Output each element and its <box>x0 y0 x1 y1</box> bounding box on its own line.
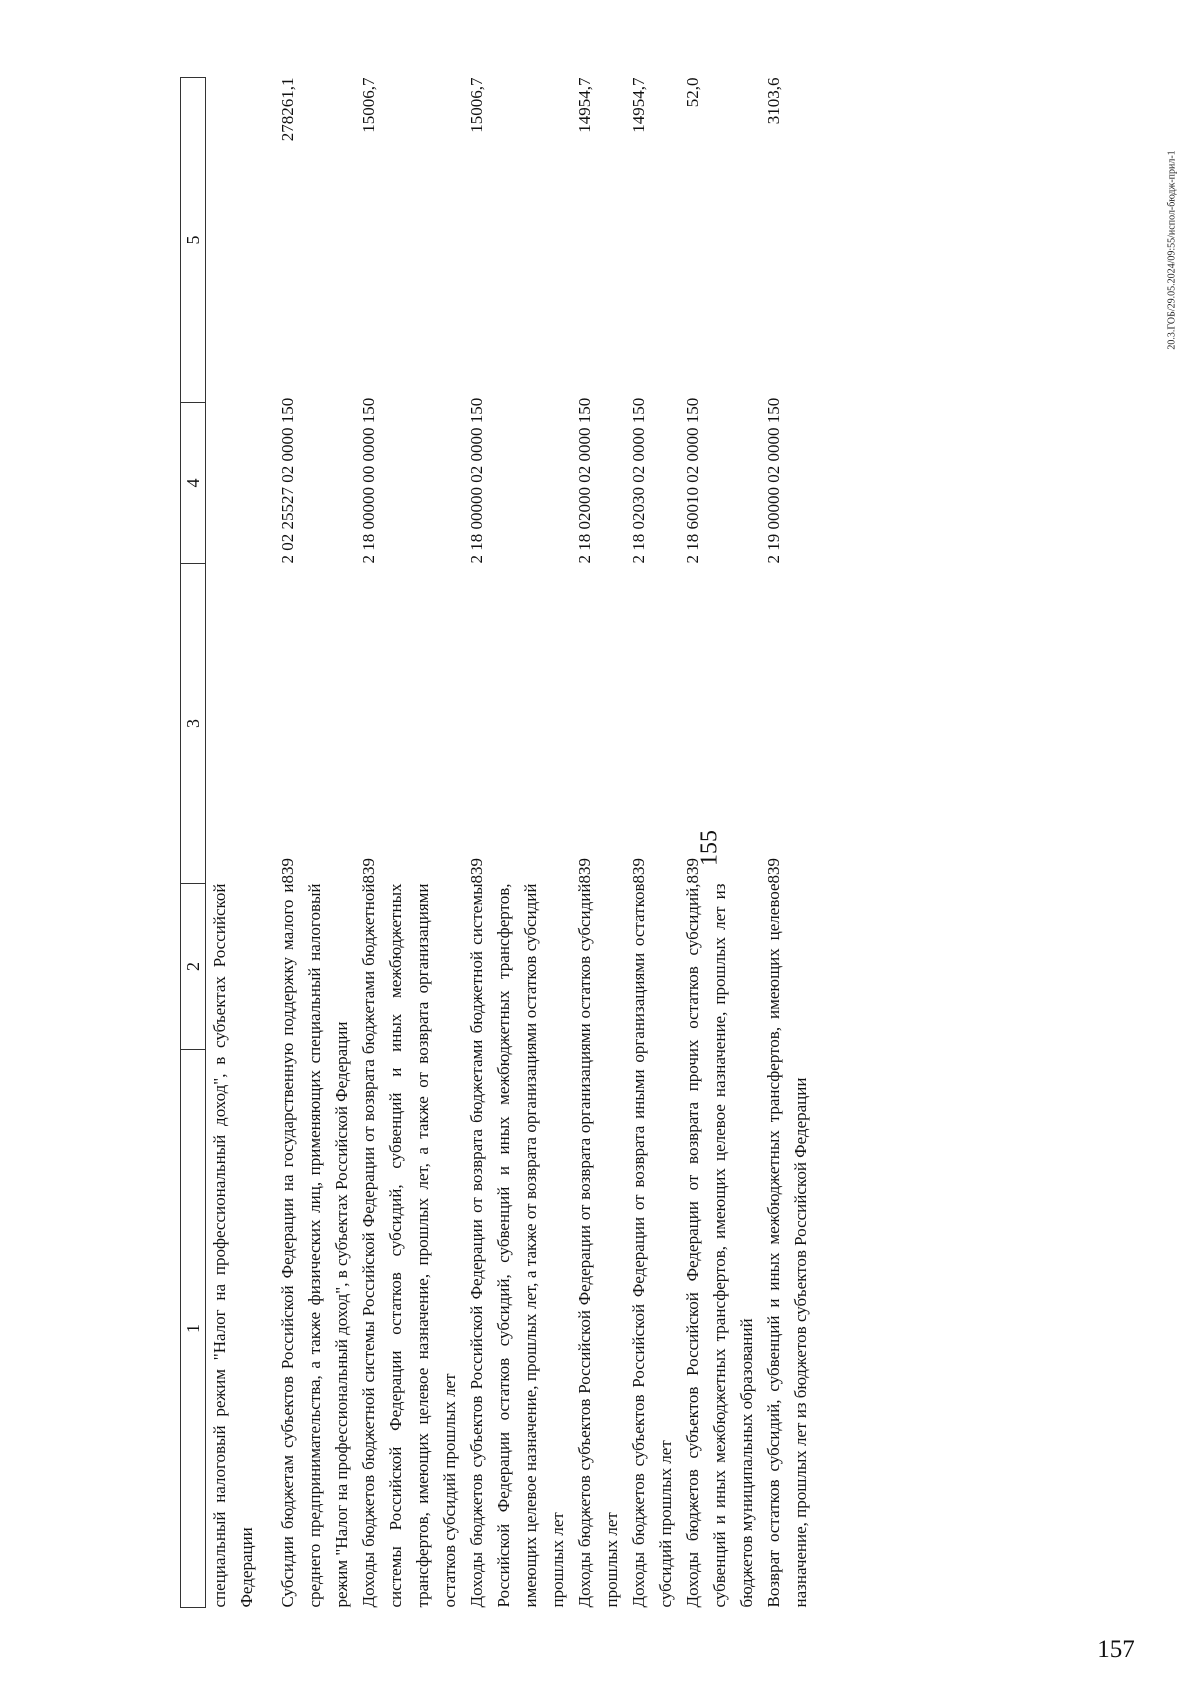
row-budget-code: 2 02 25527 02 0000 150 <box>278 397 297 564</box>
row-budget-code <box>206 403 275 564</box>
row-admin-code: 839 <box>629 858 648 884</box>
row-budget-code: 2 18 00000 02 0000 150 <box>467 397 486 564</box>
table-row <box>355 78 463 1608</box>
table-row <box>571 78 625 1608</box>
row-description: Субсидии бюджетам субъектов Российской Федерации на государственную поддержку малого и среднего предпринимательства, а также физических лиц, применяющих специальный налоговый режим "Налог на профессиональный доход", в субъектах Российской Федерации <box>278 883 351 1608</box>
row-description: специальный налоговый режим "Налог на профессиональный доход", в субъектах Российской Федерации <box>210 883 256 1608</box>
row-budget-code: 2 18 60010 02 0000 150 <box>683 397 702 564</box>
row-admin-code <box>206 564 275 884</box>
row-budget-code: 2 18 00000 00 0000 150 <box>359 397 378 564</box>
row-amount: 15006,7 <box>467 77 486 133</box>
table-row <box>206 78 275 1608</box>
table-row <box>463 78 571 1608</box>
row-amount: 15006,7 <box>359 77 378 133</box>
row-budget-code: 2 18 02000 02 0000 150 <box>575 397 594 564</box>
budget-table <box>180 77 814 1608</box>
row-admin-code: 839 <box>683 858 702 884</box>
row-description: Доходы бюджетов субъектов Российской Федерации от возврата организациями остатков субсидий прошлых лет <box>575 883 621 1608</box>
table-row <box>760 78 814 1608</box>
row-budget-code: 2 19 00000 02 0000 150 <box>764 397 783 564</box>
row-amount: 14954,7 <box>629 77 648 133</box>
row-amount: 14954,7 <box>575 77 594 133</box>
footer-document-code: 20.3.ГОБ/29.05.2024/09:55/испол-бюдж-прил-1 <box>1166 150 1178 350</box>
column-header: 3 <box>181 564 206 884</box>
table-header-row <box>181 78 206 1608</box>
row-description: Возврат остатков субсидий, субвенций и иных межбюджетных трансфертов, имеющих целевое назначение, прошлых лет из бюджетов субъектов Российской Федерации <box>764 883 810 1608</box>
column-header: 5 <box>181 78 206 403</box>
row-description: Доходы бюджетов субъектов Российской Федерации от возврата прочих остатков субсидий, субвенций и иных межбюджетных трансфертов, имеющих целевое назначение, прошлых лет из бюджетов муниципальных образований <box>683 883 756 1608</box>
row-description: Доходы бюджетов субъектов Российской Федерации от возврата иными организациями остатков субсидий прошлых лет <box>629 883 675 1608</box>
page-number-bottom: 157 <box>1097 1636 1135 1663</box>
row-budget-code: 2 18 02030 02 0000 150 <box>629 397 648 564</box>
column-header: 2 <box>181 884 206 1050</box>
table-row <box>274 78 355 1608</box>
row-admin-code: 839 <box>359 858 378 884</box>
row-admin-code: 839 <box>575 858 594 884</box>
column-header: 1 <box>181 1050 206 1608</box>
table-row <box>625 78 679 1608</box>
page-number-top: 155 <box>696 830 723 866</box>
row-admin-code: 839 <box>467 858 486 884</box>
row-admin-code: 839 <box>278 858 297 884</box>
row-description: Доходы бюджетов субъектов Российской Федерации от возврата бюджетами бюджетной системы Российской Федерации остатков субсидий, субвенций и иных межбюджетных трансфертов, имеющих целевое назначение, прошлых лет, а также от возврата организациями остатков субсидий прошлых лет <box>467 883 567 1608</box>
row-amount: 278261,1 <box>278 77 297 142</box>
budget-table-container <box>180 78 1040 1608</box>
row-description: Доходы бюджетов бюджетной системы Российской Федерации от возврата бюджетами бюджетной системы Российской Федерации остатков субсидий, субвенций и иных межбюджетных трансфертов, имеющих целевое назначение, прошлых лет, а также от возврата организациями остатков субсидий прошлых лет <box>359 883 459 1608</box>
row-amount: 3103,6 <box>764 77 783 125</box>
row-admin-code: 839 <box>764 858 783 884</box>
table-row <box>679 78 760 1608</box>
row-amount: 52,0 <box>683 77 702 108</box>
row-amount <box>206 78 275 403</box>
column-header: 4 <box>181 403 206 564</box>
